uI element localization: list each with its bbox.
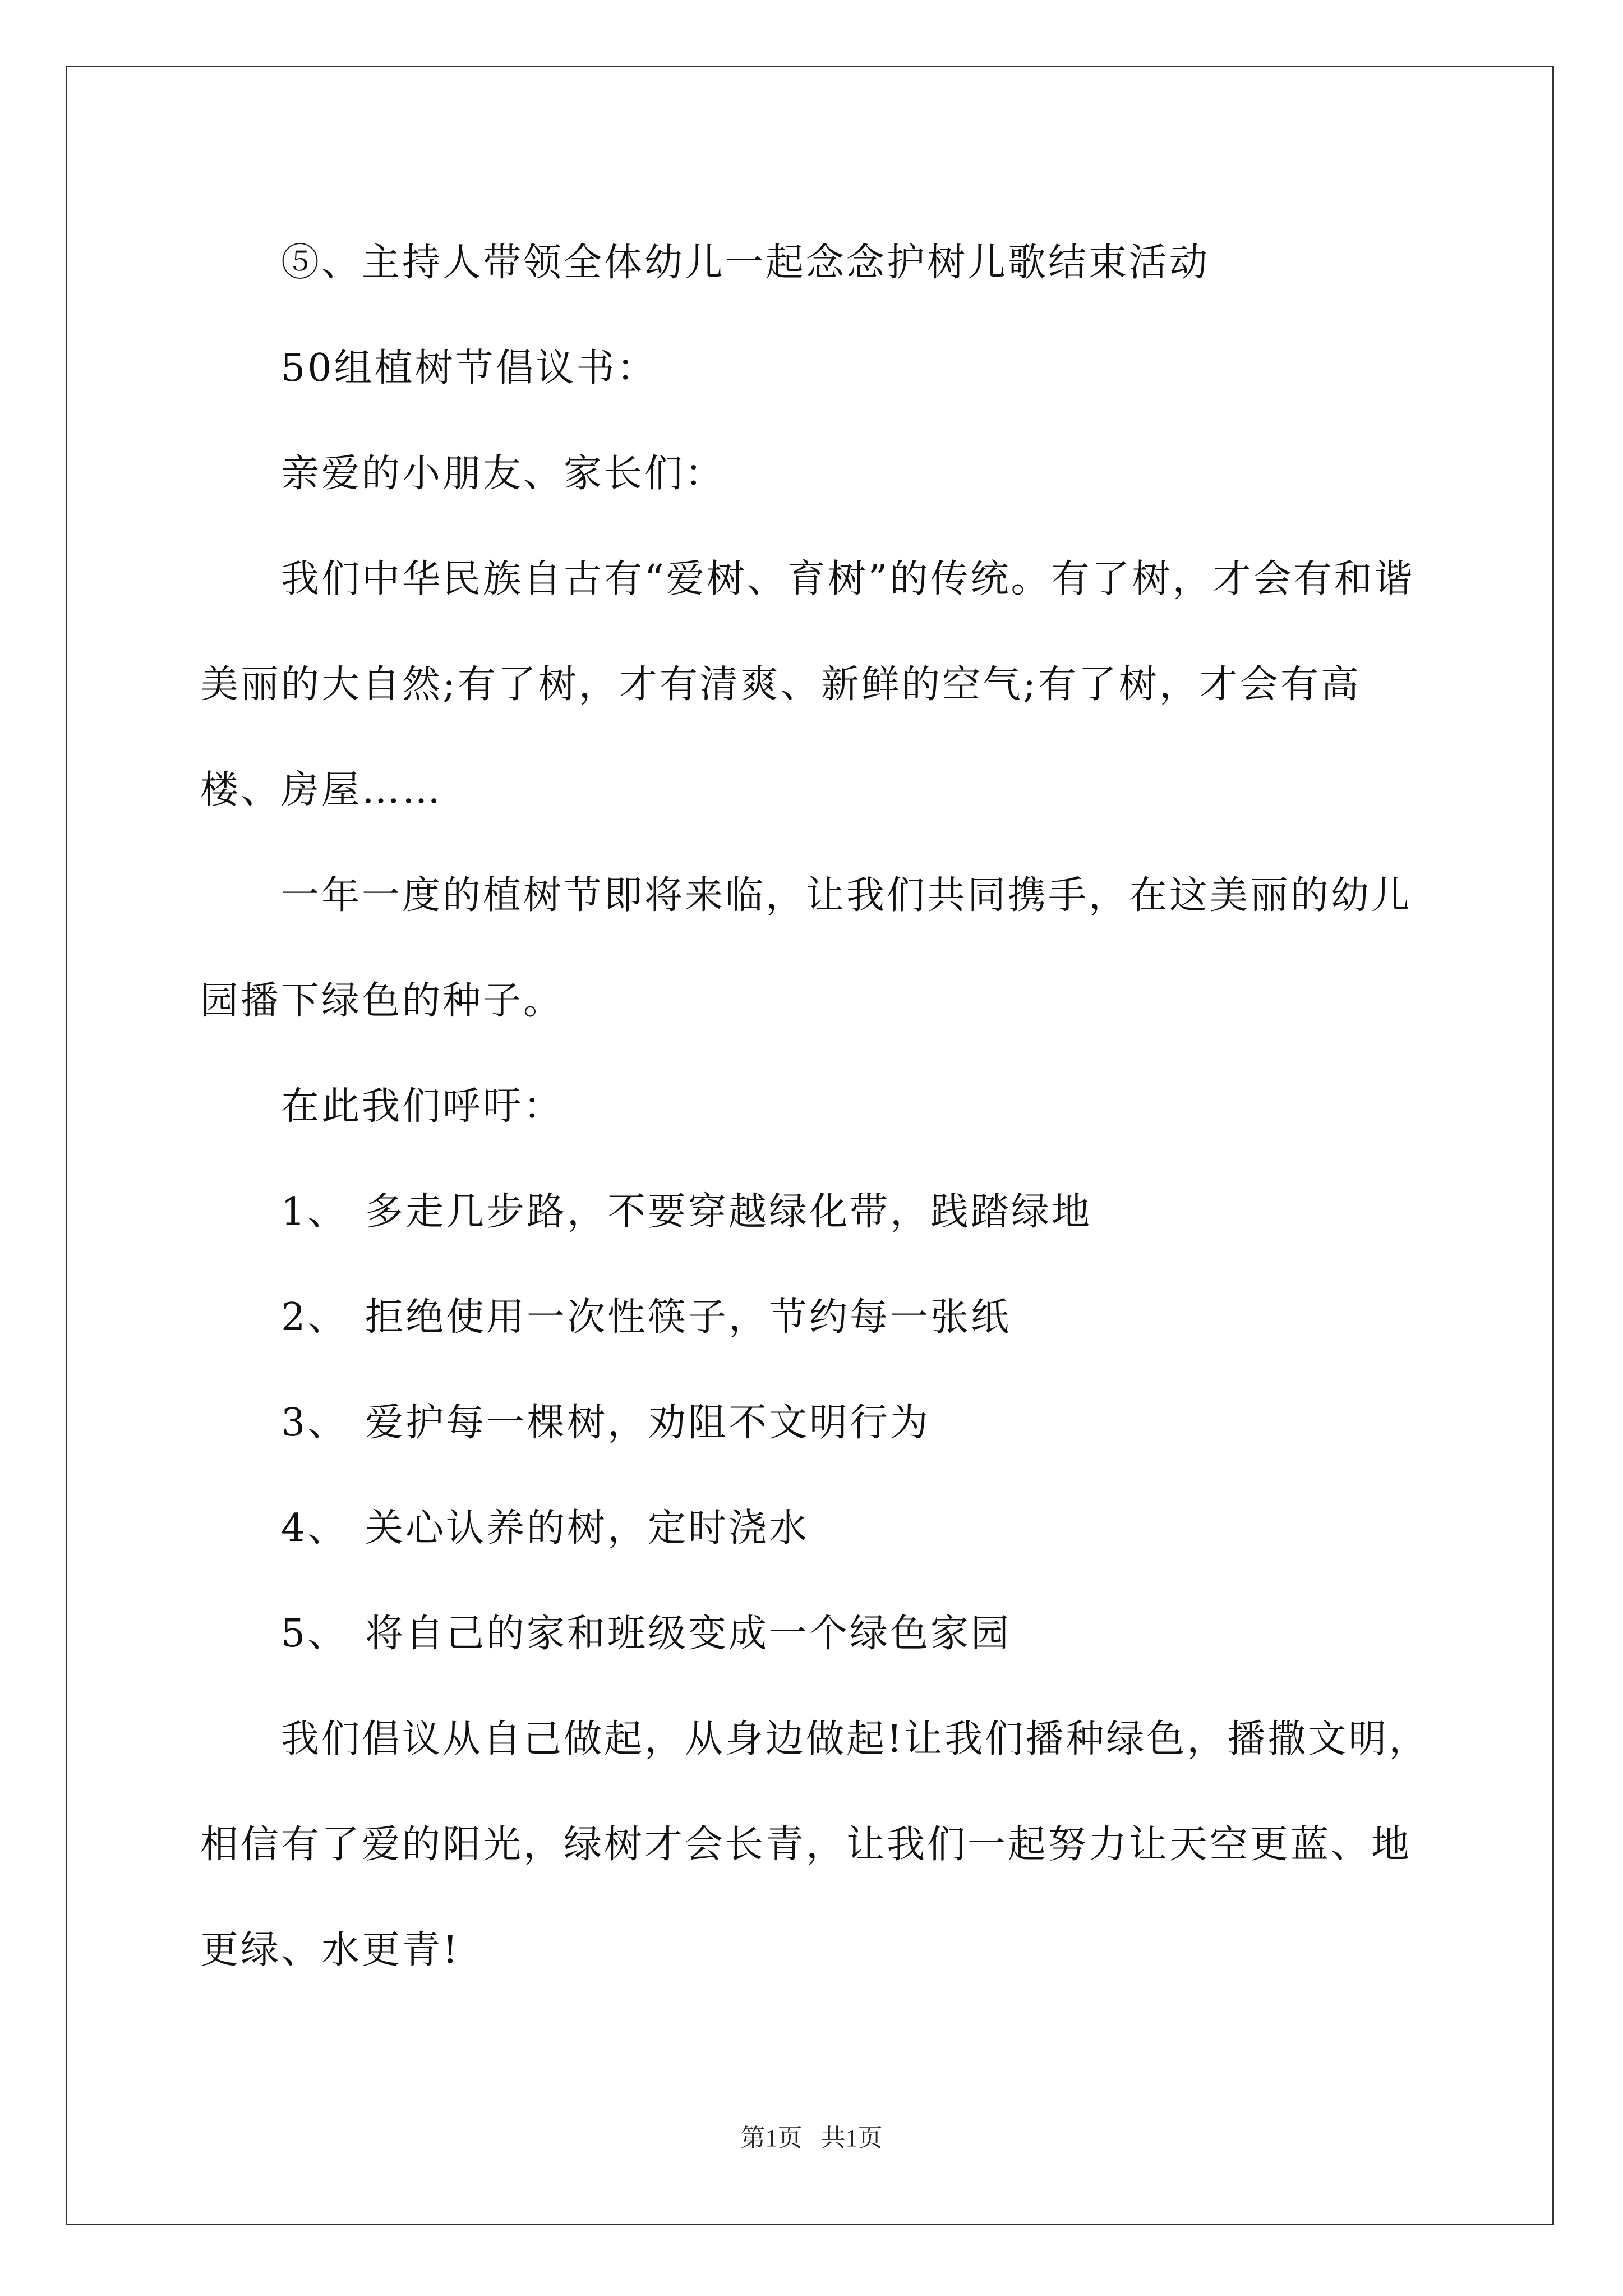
list-number: 5、 [281, 1612, 348, 1656]
paragraph-tradition: 我们中华民族自古有“爱树、育树”的传统。有了树，才会有和谐美丽的大自然;有了树，才有清爽、新鲜的空气;有了树，才会有高楼、房屋…… [200, 557, 1415, 812]
paragraph-heading: 50组植树节倡议书： [281, 346, 657, 390]
paragraph-appeal: 在此我们呼吁： [281, 1084, 564, 1129]
list-item [200, 1476, 1434, 1581]
list-number: 2、 [281, 1295, 348, 1340]
list-item [200, 1581, 1434, 1687]
list-text: 将自己的家和班级变成一个绿色家园 [365, 1612, 1012, 1656]
list-text: 爱护每一棵树，劝阻不文明行为 [365, 1401, 931, 1445]
list-number: 4、 [281, 1506, 348, 1550]
list-text: 多走几步路，不要穿越绿化带，践踏绿地 [365, 1190, 1092, 1234]
list-number: 3、 [281, 1401, 348, 1445]
paragraph-arbor-day: 一年一度的植树节即将来临，让我们共同携手，在这美丽的幼儿园播下绿色的种子。 [200, 873, 1412, 1023]
document-body [200, 210, 1434, 2003]
page-number-footer: 第1页 共1页 [740, 2124, 883, 2152]
list-item [200, 1265, 1434, 1370]
list-text: 关心认养的树，定时浇水 [365, 1506, 810, 1550]
paragraph-activity-end: ⑤、主持人带领全体幼儿一起念念护树儿歌结束活动 [281, 241, 1210, 285]
list-item [200, 1370, 1434, 1476]
list-text: 拒绝使用一次性筷子，节约每一张纸 [365, 1295, 1012, 1340]
paragraph-salutation: 亲爱的小朋友、家长们： [281, 452, 726, 496]
paragraph-closing: 我们倡议从自己做起，从身边做起!让我们播种绿色，播撒文明，相信有了爱的阳光，绿树才会长青，让我们一起努力让天空更蓝、地更绿、水更青! [200, 1717, 1430, 1972]
list-number: 1、 [281, 1190, 348, 1234]
list-item [200, 1159, 1434, 1265]
